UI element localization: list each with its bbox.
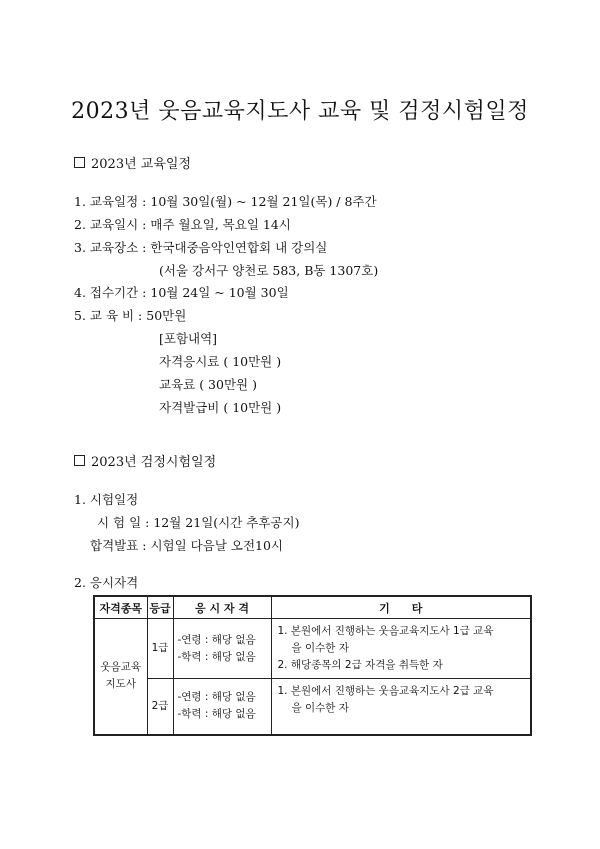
table-row — [94, 679, 531, 735]
exam-schedule-item: 합격발표 : 시험일 다음날 오전10시 — [90, 538, 284, 553]
grade-cell: 1급 — [147, 619, 173, 679]
education-item: 4. 접수기간 : 10월 24일 ~ 10월 30일 — [74, 285, 289, 300]
qualification-cell: -연령 : 해당 없음 -학력 : 해당 없음 — [173, 619, 271, 679]
education-item: 5. 교 육 비 : 50만원 — [74, 308, 187, 323]
header-notes: 기 타 — [271, 596, 531, 619]
education-item: 1. 교육일정 : 10월 30일(월) ~ 12월 21일(목) / 8주간 — [74, 194, 377, 209]
fee-breakdown-item: 교육료 ( 30만원 ) — [159, 377, 257, 392]
education-item: 2. 교육일시 : 매주 월요일, 목요일 14시 — [74, 217, 291, 232]
education-item-address: (서울 강서구 양천로 583, B동 1307호) — [159, 263, 379, 278]
exam-heading: 2023년 검정시험일정 — [74, 451, 216, 470]
header-subject: 자격종목 — [94, 596, 147, 619]
education-item: 3. 교육장소 : 한국대중음악인연합회 내 강의실 — [74, 240, 328, 255]
checkbox-square-icon — [74, 157, 85, 168]
fee-breakdown-item: 자격응시료 ( 10만원 ) — [159, 354, 282, 369]
header-qualification: 응 시 자 격 — [173, 596, 271, 619]
document-title: 2023년 웃음교육지도사 교육 및 검정시험일정 — [71, 99, 529, 124]
subject-cell: 웃음교육 지도사 — [94, 619, 147, 735]
header-grade: 등급 — [147, 596, 173, 619]
notes-cell: 1. 본원에서 진행하는 웃음교육지도사 1급 교육 을 이수한 자 2. 해당종목의 2급 자격을 취득한 자 — [271, 619, 531, 679]
education-heading: 2023년 교육일정 — [74, 153, 191, 172]
checkbox-square-icon — [74, 455, 85, 466]
fee-breakdown-item: 자격발급비 ( 10만원 ) — [159, 400, 282, 415]
fee-breakdown-item: [포함내역] — [159, 331, 218, 346]
exam-schedule-title: 1. 시험일정 — [74, 492, 139, 507]
qualification-title: 2. 응시자격 — [74, 575, 139, 590]
qualification-cell: -연령 : 해당 없음 -학력 : 해당 없음 — [173, 679, 271, 735]
grade-cell: 2급 — [147, 679, 173, 735]
qualification-table — [93, 595, 532, 736]
notes-cell: 1. 본원에서 진행하는 웃음교육지도사 2급 교육 을 이수한 자 — [271, 679, 531, 735]
table-header-row — [94, 596, 531, 619]
table-row — [94, 619, 531, 679]
exam-schedule-item: 시 험 일 : 12월 21일(시간 추후공지) — [97, 515, 300, 530]
